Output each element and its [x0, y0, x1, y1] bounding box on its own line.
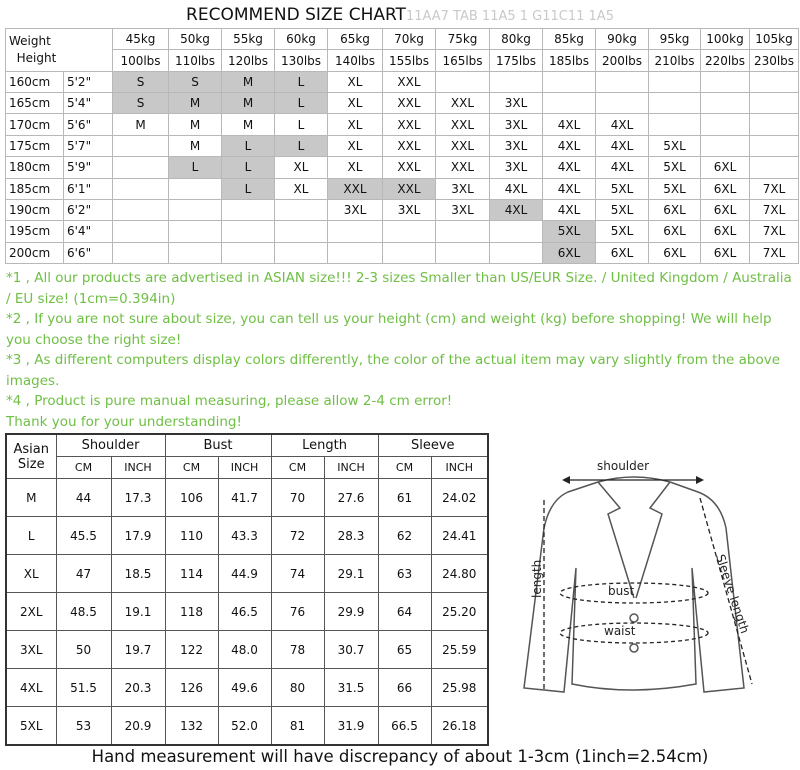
note-line: *3 , As different computers display colors differently, the color of the actual item may vary slightly from the above images.	[6, 352, 780, 389]
size-cell: 4XL	[596, 135, 649, 156]
asian-label: Asian	[13, 441, 49, 457]
measure-value-cell: 26.18	[431, 707, 488, 746]
measure-unit-header: CM	[56, 457, 111, 479]
weight-kg-header: 65kg	[328, 29, 383, 50]
size-cell	[649, 93, 701, 114]
size-cell	[701, 93, 750, 114]
measure-size-cell: 2XL	[6, 593, 56, 631]
size-cell	[328, 242, 383, 263]
measure-value-cell: 20.9	[111, 707, 165, 746]
measure-value-cell: 25.59	[431, 631, 488, 669]
size-cell	[275, 199, 328, 220]
measure-value-cell: 46.5	[218, 593, 271, 631]
asian-size-header	[6, 434, 56, 479]
weight-lbs-header: 140lbs	[328, 50, 383, 71]
recommend-size-table	[5, 28, 799, 264]
size-cell: 5XL	[649, 157, 701, 178]
measure-row	[6, 707, 488, 746]
measure-value-cell: 132	[165, 707, 218, 746]
size-row	[6, 199, 799, 220]
measure-value-cell: 43.3	[218, 517, 271, 555]
size-cell	[275, 242, 328, 263]
size-cell	[275, 221, 328, 242]
measure-value-cell: 66	[378, 669, 431, 707]
measure-value-cell: 24.41	[431, 517, 488, 555]
height-cm-cell: 200cm	[6, 242, 64, 263]
weight-lbs-header: 200lbs	[596, 50, 649, 71]
size-cell	[490, 221, 543, 242]
size-cell	[596, 71, 649, 92]
chart-title-ghost-text: 11AA7 TAB 11A5 1 G11C11 1A5	[405, 9, 614, 24]
size-cell	[222, 199, 275, 220]
size-cell: 7XL	[750, 242, 799, 263]
size-cell	[169, 242, 222, 263]
jacket-diagram	[500, 448, 790, 708]
measure-row	[6, 631, 488, 669]
size-cell: XXL	[383, 71, 436, 92]
measure-value-cell: 47	[56, 555, 111, 593]
size-cell: 6XL	[701, 242, 750, 263]
height-ft-cell: 6'1"	[64, 178, 113, 199]
size-cell: 4XL	[490, 178, 543, 199]
measure-value-cell: 80	[271, 669, 324, 707]
measure-value-cell: 19.1	[111, 593, 165, 631]
weight-lbs-header: 165lbs	[436, 50, 490, 71]
size-cell: XL	[328, 93, 383, 114]
size-cell	[113, 242, 169, 263]
measure-value-cell: 44.9	[218, 555, 271, 593]
size-cell	[490, 71, 543, 92]
size-cell: M	[169, 135, 222, 156]
weight-kg-header: 60kg	[275, 29, 328, 50]
measure-value-cell: 29.9	[324, 593, 378, 631]
size-label: Size	[17, 456, 45, 472]
size-cell: 4XL	[543, 135, 596, 156]
measure-row	[6, 555, 488, 593]
measure-value-cell: 24.02	[431, 479, 488, 517]
size-cell: XXL	[383, 135, 436, 156]
height-cm-cell: 195cm	[6, 221, 64, 242]
waist-label: waist	[604, 624, 636, 638]
height-ft-cell: 5'6"	[64, 114, 113, 135]
size-cell: 3XL	[383, 199, 436, 220]
height-ft-cell: 5'4"	[64, 93, 113, 114]
measure-unit-header: INCH	[218, 457, 271, 479]
measure-value-cell: 31.5	[324, 669, 378, 707]
measure-group-header: Sleeve	[378, 434, 488, 457]
measure-unit-header: INCH	[111, 457, 165, 479]
size-row	[6, 114, 799, 135]
weight-kg-header: 55kg	[222, 29, 275, 50]
size-cell	[750, 157, 799, 178]
weight-lbs-header: 155lbs	[383, 50, 436, 71]
note-line: *2 , If you are not sure about size, you can tell us your height (cm) and weight (kg) before shopping! We will help you choose the right size!	[6, 311, 772, 348]
size-cell	[222, 221, 275, 242]
measure-value-cell: 64	[378, 593, 431, 631]
measure-value-cell: 49.6	[218, 669, 271, 707]
measure-size-cell: 5XL	[6, 707, 56, 746]
size-cell	[490, 242, 543, 263]
measure-value-cell: 19.7	[111, 631, 165, 669]
size-cell	[113, 221, 169, 242]
weight-lbs-header: 220lbs	[701, 50, 750, 71]
size-cell: XXL	[436, 135, 490, 156]
note-line: *1 , All our products are advertised in ASIAN size!!! 2-3 sizes Smaller than US/EUR Size. / United Kingdom / Australia / EU size! (1cm=0.394in)	[6, 270, 792, 307]
measure-value-cell: 28.3	[324, 517, 378, 555]
height-cm-cell: 160cm	[6, 71, 64, 92]
size-cell	[113, 178, 169, 199]
height-ft-cell: 5'9"	[64, 157, 113, 178]
size-cell: 4XL	[596, 157, 649, 178]
jacket-collar	[598, 482, 670, 598]
measure-value-cell: 31.9	[324, 707, 378, 746]
size-cell	[543, 93, 596, 114]
height-cm-cell: 180cm	[6, 157, 64, 178]
height-ft-cell: 6'4"	[64, 221, 113, 242]
size-cell	[701, 114, 750, 135]
size-cell: L	[275, 71, 328, 92]
size-cell: 5XL	[596, 199, 649, 220]
size-cell	[436, 242, 490, 263]
measure-value-cell: 17.9	[111, 517, 165, 555]
measure-value-cell: 106	[165, 479, 218, 517]
size-row	[6, 221, 799, 242]
size-row	[6, 93, 799, 114]
size-cell	[750, 93, 799, 114]
size-row	[6, 242, 799, 263]
size-cell: XXL	[383, 93, 436, 114]
size-cell: XXL	[383, 178, 436, 199]
size-cell: 3XL	[490, 135, 543, 156]
size-cell	[113, 157, 169, 178]
size-cell: 5XL	[596, 178, 649, 199]
size-cell: XL	[328, 135, 383, 156]
measure-value-cell: 70	[271, 479, 324, 517]
size-cell	[169, 221, 222, 242]
measure-value-cell: 114	[165, 555, 218, 593]
chart-title	[0, 2, 800, 28]
size-row	[6, 157, 799, 178]
size-cell: XXL	[328, 178, 383, 199]
size-cell	[436, 221, 490, 242]
weight-kg-header: 80kg	[490, 29, 543, 50]
measure-value-cell: 78	[271, 631, 324, 669]
size-cell: M	[222, 114, 275, 135]
measure-unit-header: INCH	[324, 457, 378, 479]
measure-value-cell: 52.0	[218, 707, 271, 746]
size-cell: XXL	[436, 157, 490, 178]
size-cell: M	[169, 93, 222, 114]
height-ft-cell: 5'2"	[64, 71, 113, 92]
measure-value-cell: 50	[56, 631, 111, 669]
measure-size-cell: 3XL	[6, 631, 56, 669]
weight-kg-header: 100kg	[701, 29, 750, 50]
size-cell: XL	[328, 114, 383, 135]
weight-lbs-header: 185lbs	[543, 50, 596, 71]
height-cm-cell: 185cm	[6, 178, 64, 199]
notes-section	[6, 268, 796, 432]
size-cell: 6XL	[649, 221, 701, 242]
size-row	[6, 178, 799, 199]
bust-label: bust	[608, 584, 635, 598]
measure-value-cell: 24.80	[431, 555, 488, 593]
size-cell	[328, 221, 383, 242]
measure-value-cell: 53	[56, 707, 111, 746]
size-cell: L	[275, 135, 328, 156]
measurement-table	[5, 433, 489, 746]
size-cell: XXL	[436, 114, 490, 135]
size-cell: XXL	[436, 93, 490, 114]
size-cell: 4XL	[543, 178, 596, 199]
measure-value-cell: 25.20	[431, 593, 488, 631]
note-line: *4 , Product is pure manual measuring, please allow 2-4 cm error!	[6, 393, 453, 409]
size-cell: 5XL	[649, 178, 701, 199]
weight-kg-header: 85kg	[543, 29, 596, 50]
measure-group-header: Shoulder	[56, 434, 165, 457]
weight-kg-header: 45kg	[113, 29, 169, 50]
size-cell: 3XL	[490, 114, 543, 135]
size-cell: M	[169, 114, 222, 135]
weight-kg-header: 105kg	[750, 29, 799, 50]
size-cell	[543, 71, 596, 92]
measure-row	[6, 479, 488, 517]
size-cell: 6XL	[701, 157, 750, 178]
size-cell: XXL	[383, 157, 436, 178]
weight-label: Weight	[9, 33, 51, 48]
size-cell: 4XL	[543, 199, 596, 220]
measure-value-cell: 45.5	[56, 517, 111, 555]
measure-value-cell: 44	[56, 479, 111, 517]
size-cell: L	[222, 135, 275, 156]
measure-size-cell: 4XL	[6, 669, 56, 707]
size-cell	[750, 71, 799, 92]
height-ft-cell: 6'2"	[64, 199, 113, 220]
weight-lbs-header: 110lbs	[169, 50, 222, 71]
chart-title-text: RECOMMEND SIZE CHART	[186, 5, 406, 25]
size-cell: L	[222, 178, 275, 199]
size-cell	[649, 114, 701, 135]
size-cell	[701, 71, 750, 92]
size-cell: L	[275, 114, 328, 135]
measure-size-cell: L	[6, 517, 56, 555]
measure-value-cell: 122	[165, 631, 218, 669]
size-cell: L	[169, 157, 222, 178]
size-cell	[169, 178, 222, 199]
measure-unit-header: CM	[271, 457, 324, 479]
size-cell: M	[222, 93, 275, 114]
sleeve-length-label: Sleeve length	[713, 552, 752, 636]
size-cell	[596, 93, 649, 114]
size-cell	[701, 135, 750, 156]
weight-height-header	[6, 29, 113, 72]
size-cell	[113, 135, 169, 156]
measure-value-cell: 62	[378, 517, 431, 555]
size-cell	[113, 199, 169, 220]
weight-kg-header: 50kg	[169, 29, 222, 50]
height-label: Height	[16, 50, 57, 65]
weight-lbs-header: 230lbs	[750, 50, 799, 71]
measure-group-header: Length	[271, 434, 378, 457]
size-cell	[750, 135, 799, 156]
size-cell: 6XL	[701, 199, 750, 220]
size-cell	[169, 199, 222, 220]
weight-kg-header: 70kg	[383, 29, 436, 50]
measure-unit-header: CM	[378, 457, 431, 479]
shoulder-arrow-right	[696, 476, 704, 484]
weight-lbs-header: 100lbs	[113, 50, 169, 71]
measure-value-cell: 17.3	[111, 479, 165, 517]
size-row	[6, 71, 799, 92]
length-label: length	[530, 559, 544, 598]
size-cell: XL	[328, 71, 383, 92]
measure-size-cell: XL	[6, 555, 56, 593]
size-cell: 6XL	[543, 242, 596, 263]
size-cell: XL	[275, 178, 328, 199]
height-cm-cell: 190cm	[6, 199, 64, 220]
size-row	[6, 135, 799, 156]
size-cell	[649, 71, 701, 92]
weight-lbs-header: 210lbs	[649, 50, 701, 71]
measure-group-header: Bust	[165, 434, 271, 457]
size-cell	[436, 71, 490, 92]
measure-value-cell: 81	[271, 707, 324, 746]
height-cm-cell: 165cm	[6, 93, 64, 114]
size-cell: S	[169, 71, 222, 92]
height-ft-cell: 5'7"	[64, 135, 113, 156]
measure-value-cell: 126	[165, 669, 218, 707]
size-cell: 5XL	[649, 135, 701, 156]
measure-value-cell: 66.5	[378, 707, 431, 746]
measure-value-cell: 30.7	[324, 631, 378, 669]
size-cell: 7XL	[750, 178, 799, 199]
size-cell: XXL	[383, 114, 436, 135]
measure-value-cell: 65	[378, 631, 431, 669]
size-cell: 4XL	[596, 114, 649, 135]
measure-size-cell: M	[6, 479, 56, 517]
size-cell: 6XL	[701, 221, 750, 242]
size-cell: M	[222, 71, 275, 92]
weight-kg-header: 75kg	[436, 29, 490, 50]
measure-value-cell: 27.6	[324, 479, 378, 517]
measure-value-cell: 76	[271, 593, 324, 631]
measure-value-cell: 41.7	[218, 479, 271, 517]
size-cell: 5XL	[596, 221, 649, 242]
height-ft-cell: 6'6"	[64, 242, 113, 263]
jacket-button-1	[630, 614, 638, 622]
size-cell: L	[222, 157, 275, 178]
measure-value-cell: 110	[165, 517, 218, 555]
measure-row	[6, 593, 488, 631]
measure-value-cell: 63	[378, 555, 431, 593]
size-cell: XL	[328, 157, 383, 178]
height-cm-cell: 175cm	[6, 135, 64, 156]
size-cell: M	[113, 114, 169, 135]
shoulder-label: shoulder	[597, 459, 650, 473]
weight-kg-header: 95kg	[649, 29, 701, 50]
measure-unit-header: INCH	[431, 457, 488, 479]
measure-value-cell: 20.3	[111, 669, 165, 707]
size-cell: 3XL	[328, 199, 383, 220]
size-cell: 5XL	[543, 221, 596, 242]
measure-value-cell: 118	[165, 593, 218, 631]
size-cell: XL	[275, 157, 328, 178]
measure-row	[6, 669, 488, 707]
weight-kg-header: 90kg	[596, 29, 649, 50]
size-cell: L	[275, 93, 328, 114]
height-cm-cell: 170cm	[6, 114, 64, 135]
size-cell	[383, 242, 436, 263]
size-cell: 7XL	[750, 221, 799, 242]
size-cell: 6XL	[701, 178, 750, 199]
measure-value-cell: 51.5	[56, 669, 111, 707]
measure-value-cell: 48.5	[56, 593, 111, 631]
measure-value-cell: 48.0	[218, 631, 271, 669]
size-cell: 3XL	[490, 93, 543, 114]
size-cell: 4XL	[490, 199, 543, 220]
size-cell: 3XL	[436, 199, 490, 220]
footer-note: Hand measurement will have discrepancy of about 1-3cm (1inch=2.54cm)	[91, 747, 709, 766]
weight-lbs-header: 175lbs	[490, 50, 543, 71]
measure-unit-header: CM	[165, 457, 218, 479]
size-cell: 7XL	[750, 199, 799, 220]
size-cell: S	[113, 71, 169, 92]
measure-value-cell: 72	[271, 517, 324, 555]
weight-lbs-header: 130lbs	[275, 50, 328, 71]
jacket-button-2	[630, 644, 638, 652]
measure-value-cell: 74	[271, 555, 324, 593]
size-cell: 6XL	[649, 242, 701, 263]
size-cell: 4XL	[543, 114, 596, 135]
measure-value-cell: 29.1	[324, 555, 378, 593]
size-cell: S	[113, 93, 169, 114]
measure-value-cell: 61	[378, 479, 431, 517]
size-cell: 6XL	[596, 242, 649, 263]
size-cell: 3XL	[490, 157, 543, 178]
measure-value-cell: 18.5	[111, 555, 165, 593]
measure-row	[6, 517, 488, 555]
size-cell	[222, 242, 275, 263]
size-cell	[383, 221, 436, 242]
size-cell: 3XL	[436, 178, 490, 199]
weight-lbs-header: 120lbs	[222, 50, 275, 71]
size-cell: 6XL	[649, 199, 701, 220]
size-cell	[750, 114, 799, 135]
measure-value-cell: 25.98	[431, 669, 488, 707]
size-cell: 4XL	[543, 157, 596, 178]
shoulder-arrow-left	[562, 476, 570, 484]
note-line: Thank you for your understanding!	[6, 413, 242, 430]
